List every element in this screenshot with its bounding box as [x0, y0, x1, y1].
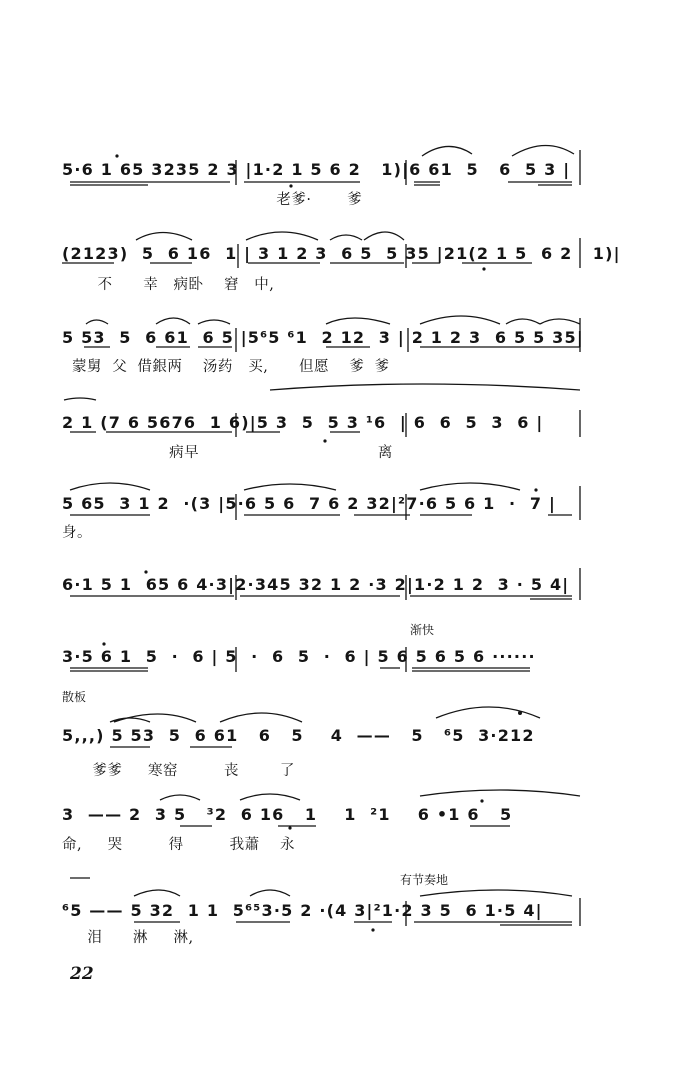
octave-dot: [518, 711, 522, 715]
underline: [134, 922, 572, 925]
slur: [422, 145, 574, 156]
underline: [70, 596, 572, 599]
lyrics-line-5: 身。: [62, 525, 92, 541]
notation-line-10: ⁶5 —— 5 32 1 1 5⁶⁵3·5 2 ·(4 3|²1·2 3 5 6 1·5 4|: [62, 901, 543, 920]
octave-dot: [144, 570, 147, 573]
bar-line: [236, 150, 580, 185]
page-number: 22: [70, 964, 94, 984]
octave-dot: [534, 488, 537, 491]
lyrics-line-1: 老爹· 爹: [72, 192, 363, 208]
slur: [136, 232, 404, 240]
tempo-mark-jiankuai: 渐快: [410, 623, 435, 637]
bar-line: [236, 568, 580, 600]
underline: [70, 182, 572, 185]
octave-dot: [480, 799, 483, 802]
tempo-mark-sanban: 散板: [62, 690, 87, 704]
notation-line-9: 3 —— 2 3 5 ³2 6 16 1 1 ²1 6 •1 6 5: [62, 805, 513, 824]
lyrics-line-8: 爹爹 寒窑 丧 了: [72, 763, 295, 779]
underline: [70, 668, 530, 671]
octave-dot: [371, 928, 374, 931]
octave-dot: [482, 267, 485, 270]
notation-line-6: 6·1 5 1 65 6 4·3|2·345 32 1 2 ·3 2|1·2 1 2 3 · 5 4|: [62, 575, 570, 594]
lyrics-line-9: 命, 哭 得 我蕭 永: [62, 837, 296, 853]
notation-line-2: (2123) 5 6 16 1 | 3 1 2 3 6 5 5 35 |21(2 1 5 6 2 1)|: [62, 244, 621, 263]
slur: [64, 384, 580, 400]
bar-line: [236, 410, 580, 437]
slur: [160, 790, 580, 800]
notation-line-4: 2 1 (7 6 5676 1 6)|5 3 5 5 3 ¹6 | 6 6 5 3 6 |: [62, 413, 544, 432]
octave-dot: [115, 154, 118, 157]
octave-dot: [102, 642, 105, 645]
notation-line-8: 5,,,) 5 53 5 6 61 6 5 4 —— 5 ⁶5 3·212: [62, 726, 535, 745]
notation-line-1: 5·6 1 65 3235 2 3 |1·2 1 5 6 2 1)|6 61 5 6 5 3 |: [62, 160, 571, 179]
octave-dot: [288, 826, 291, 829]
octave-dot: [289, 184, 292, 187]
lyrics-line-10: 泪 淋 淋,: [72, 930, 194, 946]
slur: [70, 483, 520, 490]
slur: [86, 316, 580, 324]
slur: [70, 878, 572, 896]
slur: [110, 707, 540, 722]
notation-line-5: 5 65 3 1 2 ·(3 |5·6 5 6 7 6 2 32|²7·6 5 6 1 · 7 |: [62, 494, 557, 513]
lyrics-line-2: 不 幸 病卧 窘 中,: [72, 277, 275, 293]
lyrics-line-3: 蒙舅 父 借銀两 汤药 买, 但愿 爹 爹: [72, 359, 390, 375]
notation-line-3: 5 53 5 6 61 6 5 |5⁶5 ⁶1 2 12 3 | 2 1 2 3 6 5 5 35|: [62, 328, 584, 347]
notation-line-7: 3·5 6 1 5 · 6 | 5 · 6 5 · 6 | 5 6 5 6 5 6 ······: [62, 647, 536, 666]
octave-dot: [323, 439, 326, 442]
lyrics-line-4: 病早 离: [72, 445, 393, 461]
tempo-mark-youjiezoudi: 有节奏地: [400, 873, 449, 887]
